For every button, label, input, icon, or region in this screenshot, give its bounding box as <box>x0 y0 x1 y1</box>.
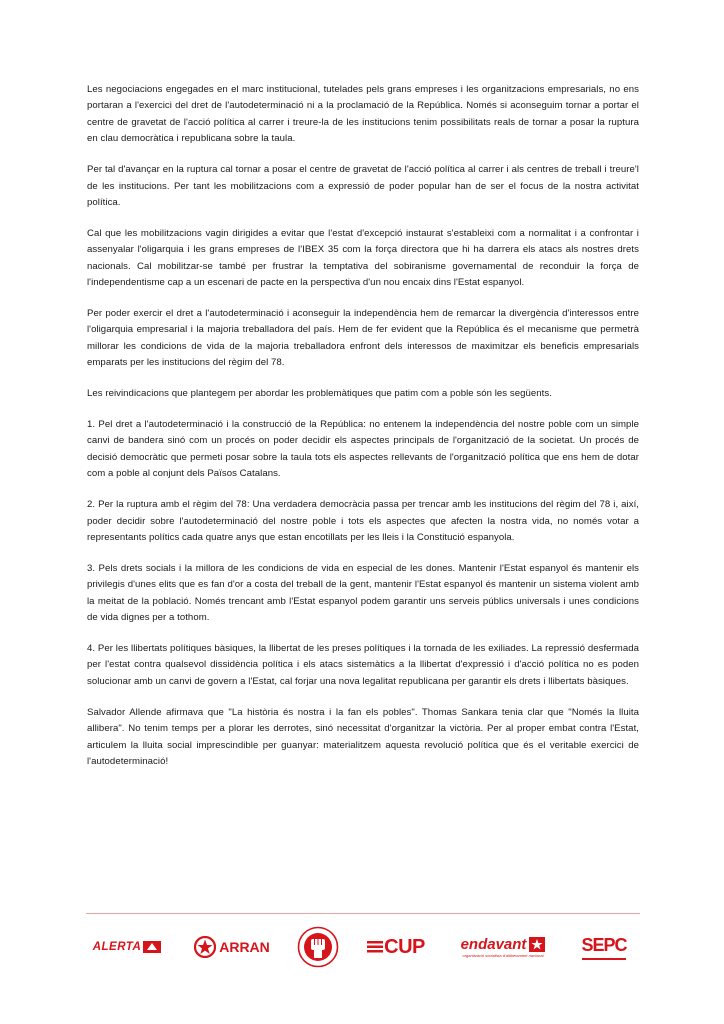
paragraph-3: Cal que les mobilitzacions vagin dirigides a evitar que l'estat d'excepció instaurat s'estableixi com a normalitat i a confrontar i assenyalar l'oligarquia i les grans empreses de l'IBEX 35 com la força directora que hi ha darrera els atacs als nostres drets nacionals. Cal mobilitzar-se també per frustrar la temptativa del sobiranisme governamental de reconduir la força de l'independentisme cap a un escenari de pacte en la perspectiva d'un nou encaix dins l'Estat espanyol. <box>87 227 639 289</box>
document-body <box>87 82 639 785</box>
footer-logos <box>86 922 642 972</box>
arran-star-icon <box>194 936 216 958</box>
demand-4: 4. Per les llibertats polítiques bàsiques, la llibertat de les preses polítiques i la tornada de les exiliades. La repressió desfermada per l'estat contra qualsevol dissidència política i els atacs sistemàtics a la llibertat d'expressió i d'acció política no es poden solucionar amb un canvi de govern a l'Estat, cal forjar una nova legalitat republicana per garantir els drets i llibertats bàsiques. <box>87 642 639 687</box>
alerta-logo <box>86 922 168 972</box>
demand-1: 1. Pel dret a l'autodeterminació i la construcció de la República: no entenem la independència del nostre poble com un simple canvi de bandera sinó com un procés on poder decidir els aspectes principals de l'organització de la societat. Un procés de decisió democràtic que permeti posar sobre la taula tots els aspectes rellevants de l'organització política que ens hem de dotar com a poble al conjunt dels Països Catalans. <box>87 419 639 480</box>
sepc-underline <box>582 958 626 960</box>
alerta-logo-text: ALERTA <box>92 941 142 953</box>
sepc-logo <box>572 922 636 972</box>
demand-2: 2. Per la ruptura amb el règim del 78: Una verdadera democràcia passa per trencar amb les institucions del règim del 78 i, així, poder decidir sobre l'autodeterminació del nostre poble i tots els aspectes que afecten la nostra vida, no només votar a representants polítics cada quatre anys que estan encotillats per les lleis i la Constitució espanyola. <box>87 499 639 543</box>
cup-logo-text: CUP <box>384 935 425 958</box>
sepc-logo-text: SEPC <box>581 934 627 955</box>
closing-paragraph: Salvador Allende afirmava que "La història és nostra i la fan els pobles". Thomas Sankara tenia clar que "Només la lluita allibera". No tenim temps per a plorar les derrotes, sinó necessitat d'organitzar la victòria. Per al proper embat contra l'Estat, articulem la lluita social imprescindible per guanyar: materialitzem aquesta revolució política que és el veritable exercici de l'autodeterminació! <box>87 706 639 767</box>
footer-divider <box>86 913 640 914</box>
endavant-star-icon <box>529 937 545 952</box>
alerta-emblem-icon <box>143 939 161 955</box>
endavant-logo-text: endavant <box>460 936 527 953</box>
paragraph-5: Les reivindicacions que plantegem per abordar les problemàtiques que patim com a poble són les següents. <box>87 388 552 400</box>
arran-logo <box>192 922 272 972</box>
fist-seal-icon <box>297 925 339 969</box>
paragraph-4: Per poder exercir el dret a l'autodeterminació i aconseguir la independència hem de remarcar la divergència d'interessos entre l'oligarquia empresarial i la majoria treballadora del país. Hem de fer evident que la República és el mecanisme que permetrà millorar les condicions de vida de la majoria treballadora enfront dels interessos de maximitzar els beneficis empresarials emparats per les institucions del règim del 78. <box>87 307 639 369</box>
paragraph-1: Les negociacions engegades en el marc institucional, tutelades pels grans empreses i les organitzacions empresarials, no ens portaran a l'exercici del dret de l'autodeterminació ni a la proclamació de la República. Només si aconseguim tornar a portar el centre de gravetat de l'acció política al carrer i treure-la de les institucions tenim possibilitats reals de tornar a posar la ruptura en clau democràtica i republicana sobre la taula. <box>87 84 639 145</box>
cup-flag-icon <box>367 940 383 954</box>
cup-logo <box>358 922 434 972</box>
demand-3: 3. Pels drets socials i la millora de les condicions de vida en especial de les dones. Mantenir l'Estat espanyol és mantenir els privilegis d'unes elits que es fan d'or a costa del treball de la gent, mantenir l'Estat espanyol és mantenir un sistema violent amb la meitat de la població. Només trencant amb l'Estat espanyol podem garantir uns serveis públics universals i unes condicions de vida dignes per a tothom. <box>87 562 639 624</box>
fist-seal-logo <box>293 922 343 972</box>
endavant-subtitle: organització socialista d'alliberament nacional <box>462 953 544 958</box>
paragraph-2: Per tal d'avançar en la ruptura cal tornar a posar el centre de gravetat de l'acció política al carrer i als centres de treball i treure'l de les institucions. Per tant les mobilitzacions com a expressió de poder popular han de ser el focus de la nostra activitat política. <box>87 164 639 208</box>
endavant-logo <box>447 922 559 972</box>
arran-logo-text: ARRAN <box>219 939 270 955</box>
